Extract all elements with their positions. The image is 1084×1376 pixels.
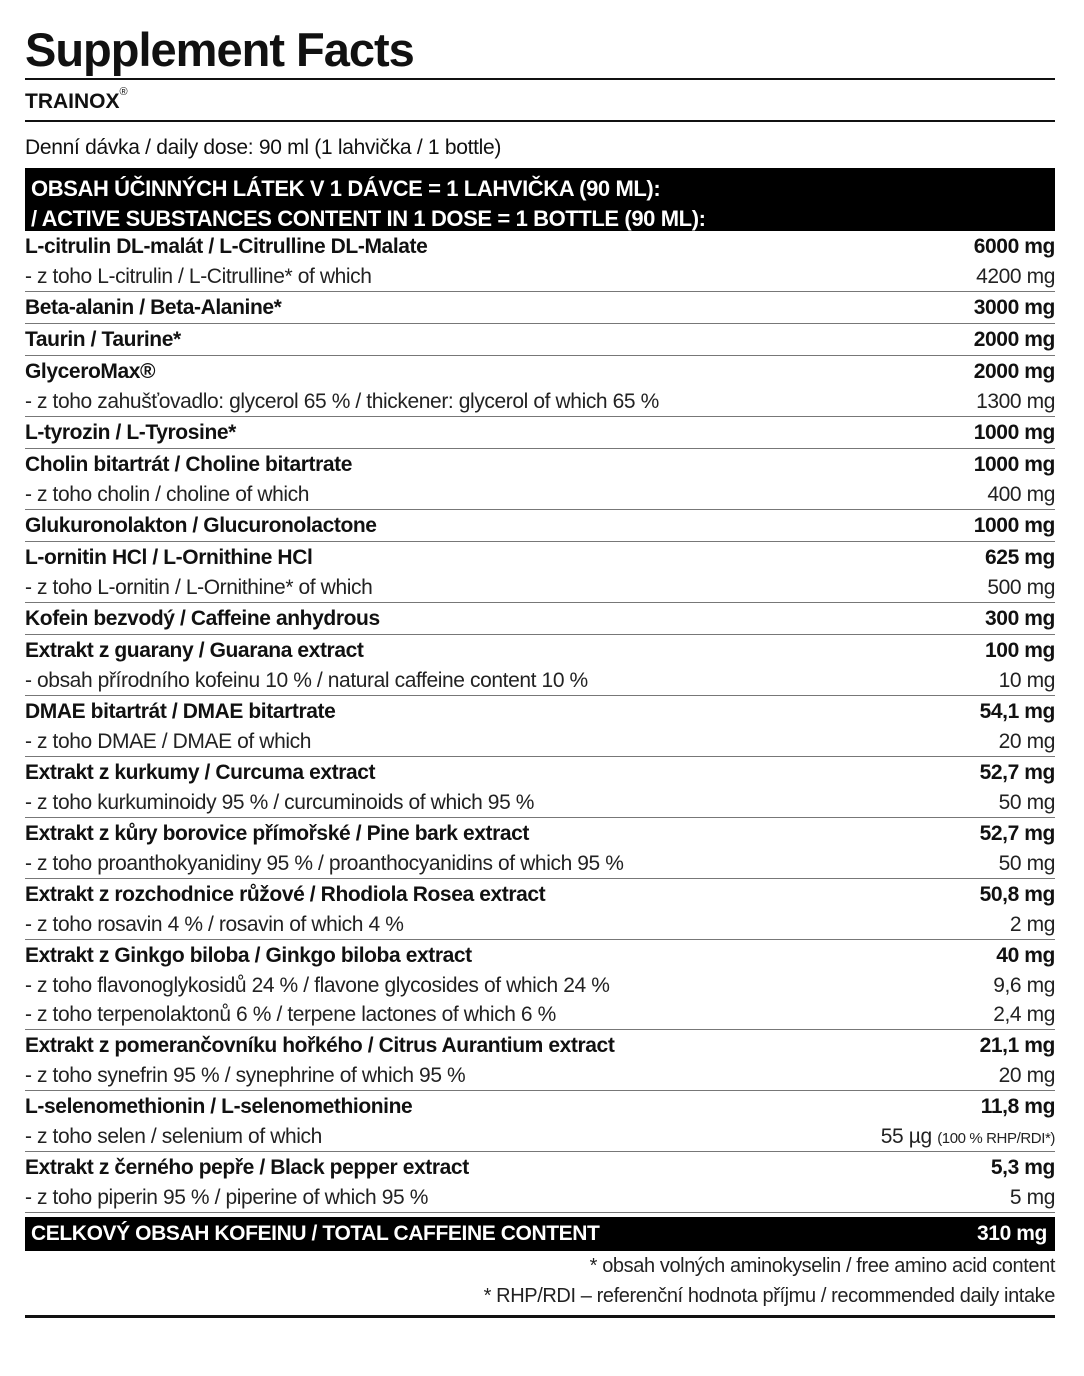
ingredient-name: Extrakt z kurkumy / Curcuma extract [25,760,376,784]
sub-ingredient-amount: 20 mg [998,1063,1055,1087]
ingredient-row [25,1152,1055,1213]
ingredient-main-line [25,818,1055,849]
ingredient-main-line [25,324,1055,355]
sub-ingredient-amount: 20 mg [998,729,1055,753]
supplement-facts-panel [25,0,1055,1318]
registered-mark: ® [119,86,128,98]
total-caffeine-row [25,1217,1055,1251]
ingredient-main-line [25,696,1055,727]
product-name-text: TRAINOX [25,90,120,113]
ingredient-main-line [25,603,1055,634]
ingredient-name: L-tyrozin / L-Tyrosine* [25,420,236,444]
ingredient-name: L-citrulin DL-malát / L-Citrulline DL-Malate [25,234,428,258]
sub-ingredient-value [1010,1186,1055,1210]
ingredient-name: L-selenomethionin / L-selenomethionine [25,1094,413,1118]
sub-ingredient-name: - z toho L-ornitin / L-Ornithine* of which [25,575,373,599]
ingredient-row [25,635,1055,696]
ingredient-main-line [25,356,1055,387]
ingredient-amount: 21,1 mg [979,1033,1055,1057]
ingredient-amount: 1000 mg [973,452,1055,476]
ingredient-name: Taurin / Taurine* [25,327,181,351]
sub-ingredient-value [881,1125,1055,1149]
ingredient-name: Glukuronolakton / Glucuronolactone [25,513,377,537]
product-name [25,80,1055,120]
ingredient-name: Extrakt z rozchodnice růžové / Rhodiola Rosea extract [25,882,546,906]
ingredient-main-line [25,292,1055,323]
ingredient-amount: 2000 mg [973,359,1055,383]
ingredient-amount: 625 mg [985,545,1055,569]
ingredient-name: DMAE bitartrát / DMAE bitartrate [25,699,336,723]
sub-ingredient-amount: 1300 mg [976,389,1055,413]
ingredient-name: Extrakt z guarany / Guarana extract [25,638,364,662]
ingredient-main-line [25,635,1055,666]
ingredient-name: Beta-alanin / Beta-Alanine* [25,295,282,319]
ingredient-amount: 11,8 mg [980,1094,1055,1118]
sub-ingredient-name: - z toho zahušťovadlo: glycerol 65 % / thickener: glycerol of which 65 % [25,389,659,413]
total-caffeine-label: CELKOVÝ OBSAH KOFEINU / TOTAL CAFFEINE CONTENT [31,1222,600,1245]
ingredient-row [25,292,1055,324]
sub-ingredient-value [1010,913,1055,937]
daily-dose: Denní dávka / daily dose: 90 ml (1 lahvička / 1 bottle) [25,136,502,159]
ingredient-row [25,449,1055,510]
ingredient-name: GlyceroMax® [25,359,156,383]
ingredient-name: Extrakt z kůry borovice přímořské / Pine bark extract [25,821,530,845]
sub-ingredient-amount: 55 µg [880,1124,932,1148]
ingredient-name: Extrakt z černého pepře / Black pepper extract [25,1155,469,1179]
sub-ingredient-name: - z toho flavonoglykosidů 24 % / flavone glycosides of which 24 % [25,973,610,997]
sub-ingredient-name: - z toho DMAE / DMAE of which [25,729,311,753]
sub-ingredient-name: - z toho synefrin 95 % / synephrine of which 95 % [25,1063,466,1087]
ingredient-sub-line [25,849,1055,878]
table-header-line1: OBSAH ÚČINNÝCH LÁTEK V 1 DÁVCE = 1 LAHVIČKA (90 ML): [31,176,661,201]
ingredient-name: Extrakt z pomerančovníku hořkého / Citrus Aurantium extract [25,1033,615,1057]
ingredient-name: L-ornitin HCl / L-Ornithine HCl [25,545,313,569]
sub-ingredient-amount: 500 mg [987,575,1055,599]
sub-ingredient-value [999,669,1055,693]
ingredient-main-line [25,879,1055,910]
sub-ingredient-name: - obsah přírodního kofeinu 10 % / natural caffeine content 10 % [25,668,588,692]
sub-ingredient-value [976,265,1055,289]
sub-ingredient-amount: 50 mg [998,851,1055,875]
table-header-line2: / ACTIVE SUBSTANCES CONTENT IN 1 DOSE = 1 BOTTLE (90 ML): [31,206,706,231]
sub-ingredient-name: - z toho piperin 95 % / piperine of which 95 % [25,1185,429,1209]
ingredient-main-line [25,1152,1055,1183]
ingredient-main-line [25,510,1055,541]
sub-ingredient-note: (100 % RHP/RDI*) [937,1129,1055,1147]
ingredient-main-line [25,940,1055,971]
sub-ingredient-value [999,1064,1055,1088]
sub-ingredient-value [999,852,1055,876]
sub-ingredient-amount: 2 mg [1009,912,1055,936]
ingredient-main-line [25,231,1055,262]
ingredient-sub-line [25,1000,1055,1029]
sub-ingredient-value [993,974,1055,998]
ingredient-row [25,1091,1055,1152]
ingredient-main-line [25,449,1055,480]
ingredient-row [25,603,1055,635]
ingredient-row [25,757,1055,818]
sub-ingredient-name: - z toho terpenolaktonů 6 % / terpene lactones of which 6 % [25,1002,556,1026]
page-title: Supplement Facts [25,23,414,76]
ingredient-row [25,417,1055,449]
ingredient-name: Extrakt z Ginkgo biloba / Ginkgo biloba extract [25,943,472,967]
ingredient-row [25,231,1055,292]
ingredient-sub-line [25,387,1055,416]
ingredient-sub-line [25,727,1055,756]
ingredient-row [25,542,1055,603]
sub-ingredient-name: - z toho L-citrulin / L-Citrulline* of which [25,264,372,288]
sub-ingredient-name: - z toho cholin / choline of which [25,482,310,506]
sub-ingredient-value [976,390,1055,414]
sub-ingredient-name: - z toho rosavin 4 % / rosavin of which 4 % [25,912,404,936]
table-header [25,168,1055,231]
ingredient-table [25,231,1055,1213]
ingredient-amount: 6000 mg [973,234,1055,258]
sub-ingredient-value [999,791,1055,815]
ingredient-sub-line [25,788,1055,817]
sub-ingredient-name: - z toho kurkuminoidy 95 % / curcuminoids of which 95 % [25,790,535,814]
sub-ingredient-name: - z toho proanthokyanidiny 95 % / proanthocyanidins of which 95 % [25,851,624,875]
ingredient-row [25,696,1055,757]
ingredient-sub-line [25,1183,1055,1212]
sub-ingredient-value [999,730,1055,754]
footnote-rdi: * RHP/RDI – referenční hodnota příjmu / recommended daily intake [483,1285,1055,1307]
ingredient-main-line [25,757,1055,788]
ingredient-main-line [25,417,1055,448]
ingredient-sub-line [25,971,1055,1000]
ingredient-row [25,510,1055,542]
ingredient-name: Cholin bitartrát / Choline bitartrate [25,452,353,476]
ingredient-amount: 5,3 mg [990,1155,1055,1179]
ingredient-amount: 2000 mg [973,327,1055,351]
ingredient-amount: 100 mg [985,638,1055,662]
ingredient-row [25,324,1055,356]
ingredient-sub-line [25,480,1055,509]
ingredient-amount: 3000 mg [973,295,1055,319]
ingredient-row [25,356,1055,417]
sub-ingredient-amount: 50 mg [998,790,1055,814]
ingredient-row [25,818,1055,879]
sub-ingredient-amount: 2,4 mg [993,1002,1055,1026]
sub-ingredient-amount: 4200 mg [976,264,1055,288]
ingredient-amount: 1000 mg [973,420,1055,444]
ingredient-sub-line [25,262,1055,291]
ingredient-main-line [25,542,1055,573]
sub-ingredient-name: - z toho selen / selenium of which [25,1124,322,1148]
bottom-divider [25,1315,1055,1318]
ingredient-main-line [25,1091,1055,1122]
ingredient-name: Kofein bezvodý / Caffeine anhydrous [25,606,380,630]
ingredient-amount: 40 mg [996,943,1055,967]
ingredient-amount: 52,7 mg [979,760,1055,784]
ingredient-sub-line [25,1122,1055,1151]
ingredient-amount: 52,7 mg [979,821,1055,845]
sub-ingredient-amount: 5 mg [1009,1185,1055,1209]
ingredient-amount: 50,8 mg [979,882,1055,906]
ingredient-sub-line [25,573,1055,602]
ingredient-row [25,879,1055,940]
sub-ingredient-value [987,576,1055,600]
total-caffeine-amount: 310 mg [977,1222,1047,1245]
ingredient-sub-line [25,910,1055,939]
ingredient-row [25,940,1055,1030]
ingredient-sub-line [25,1061,1055,1090]
ingredient-amount: 54,1 mg [979,699,1055,723]
sub-ingredient-amount: 10 mg [998,668,1055,692]
sub-ingredient-value [993,1003,1055,1027]
footnote-amino: * obsah volných aminokyselin / free amino acid content [589,1255,1055,1277]
ingredient-sub-line [25,666,1055,695]
ingredient-amount: 1000 mg [973,513,1055,537]
ingredient-amount: 300 mg [985,606,1055,630]
sub-ingredient-value [987,483,1055,507]
ingredient-row [25,1030,1055,1091]
sub-ingredient-amount: 9,6 mg [993,973,1055,997]
sub-ingredient-amount: 400 mg [987,482,1055,506]
ingredient-main-line [25,1030,1055,1061]
